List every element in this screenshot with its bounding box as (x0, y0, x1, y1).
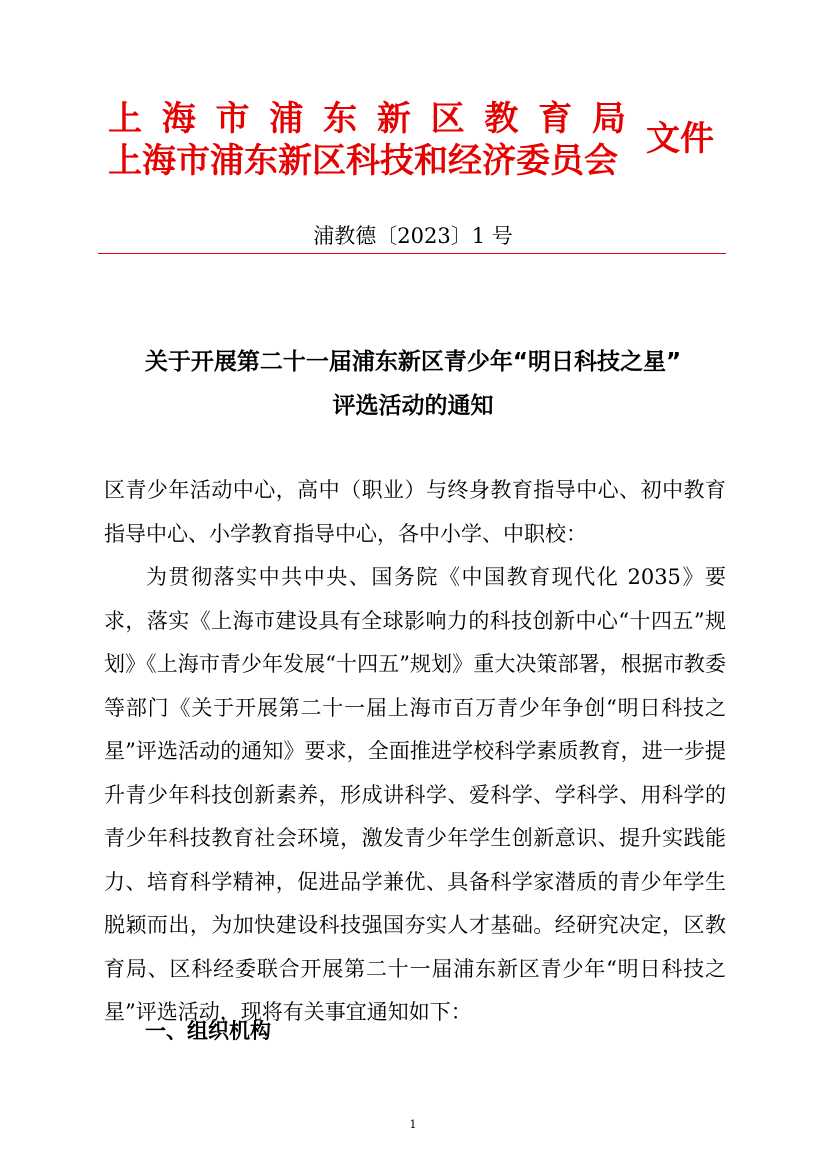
red-divider-line (98, 253, 726, 254)
issuer-char: 育 (538, 99, 573, 139)
document-title (0, 340, 826, 428)
issuer-char: 市 (215, 99, 250, 139)
issuer-education-bureau (108, 98, 626, 140)
issuer-char: 区 (430, 99, 465, 139)
document-word: 文件 (646, 119, 714, 159)
issuer-char: 新 (376, 99, 411, 139)
issuer-science-economy-committee: 上海市浦东新区科技和经济委员会 (108, 141, 618, 181)
title-line-1: 关于开展第二十一届浦东新区青少年“明日科技之星” (144, 349, 682, 375)
document-number: 浦教德〔2023〕1 号 (313, 224, 513, 248)
document-body (104, 469, 726, 1035)
page-number: 1 (409, 1118, 417, 1131)
title-line-2: 评选活动的通知 (332, 393, 494, 419)
issuer-char: 局 (591, 99, 626, 139)
issuer-char: 上 (108, 99, 142, 139)
recipients-paragraph: 区青少年活动中心，高中（职业）与终身教育指导中心、初中教育指导中心、小学教育指导中心，各中小学、中职校： (104, 478, 726, 546)
issuer-char: 东 (323, 99, 358, 139)
section-heading: 一、组织机构 (145, 1019, 271, 1043)
issuer-char: 教 (484, 99, 519, 139)
document-header (108, 96, 748, 186)
issuer-char: 海 (161, 99, 196, 139)
body-paragraph: 为贯彻落实中共中央、国务院《中国教育现代化 2035》要求，落实《上海市建设具有全球影响力的科技创新中心“十四五”规划》《上海市青少年发展“十四五”规划》重大决策部署，根据市教委等部门《关于开展第二十一届上海市百万青少年争创“明日科技之星”评选活动的通知》要求，全面推进学校科学素质教育，进一步提升青少年科技创新素养，形成讲科学、爱科学、学科学、用科学的青少年科技教育社会环境，激发青少年学生创新意识、提升实践能力、培育科学精神，促进品学兼优、具备科学家潜质的青少年学生脱颖而出，为加快建设科技强国夯实人才基础。经研究决定，区教育局、区科经委联合开展第二十一届浦东新区青少年“明日科技之星”评选活动，现将有关事宜通知如下： (104, 565, 726, 1024)
issuer-char: 浦 (269, 99, 304, 139)
